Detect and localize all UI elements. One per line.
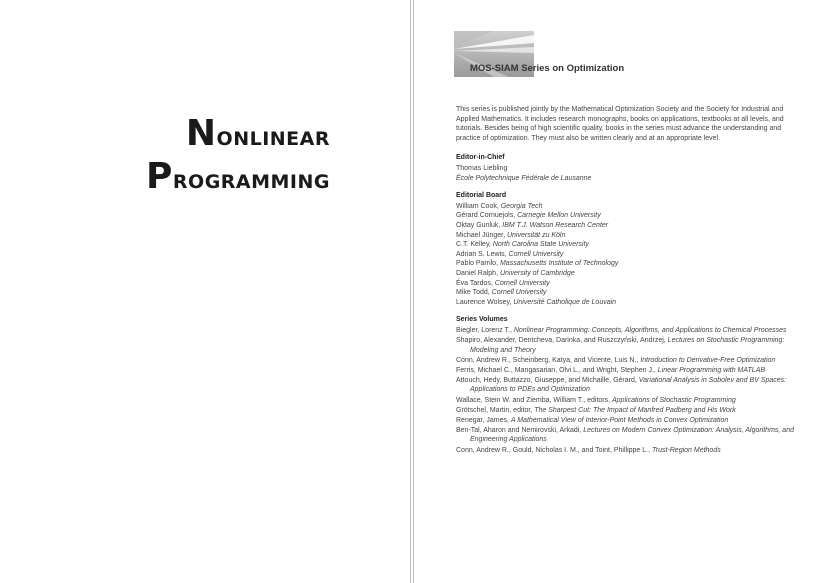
volume-entry [456, 416, 801, 426]
member-name: Pablo Parrilo, [456, 260, 500, 268]
member-name: Gérard Cornuejols, [456, 212, 518, 220]
volume-entry [456, 336, 801, 355]
volume-authors: Ferris, Michael C., Mangasarian, Olvi L., and Wright, Stephen J., [456, 366, 658, 374]
member-name: Laurence Wolsey, [456, 298, 514, 306]
member-name: C.T. Kelley, [456, 241, 493, 249]
member-affiliation: Massachusetts Institute of Technology [499, 260, 619, 268]
volume-title: Nonlinear Programming: Concepts, Algorithms, and Applications to Chemical Processes [513, 326, 787, 334]
editorial-board-section [456, 191, 801, 307]
volume-title: Trust-Region Methods [651, 446, 721, 454]
member-affiliation: Cornell University [491, 289, 547, 297]
member-affiliation: Universität zu Köln [506, 231, 566, 239]
board-member [456, 288, 801, 298]
volume-authors: Attouch, Hedy, Buttazzo, Giuseppe, and Michaille, Gérard, [456, 376, 639, 384]
board-member [456, 240, 801, 250]
volume-entry [456, 406, 801, 416]
volume-entry [456, 326, 801, 336]
member-name: William Cook, [456, 202, 501, 210]
board-member [456, 250, 801, 260]
volume-authors: Renegar, James, [456, 416, 511, 424]
member-name: Michael Jünger, [456, 231, 507, 239]
editor-in-chief-name: Thomas Liebling [456, 164, 508, 172]
member-affiliation: University of Cambridge [499, 269, 575, 277]
member-name: Daniel Ralph, [456, 269, 500, 277]
board-member [456, 211, 801, 221]
editorial-board-heading: Editorial Board [456, 192, 507, 200]
left-page [0, 0, 410, 583]
right-page [414, 0, 825, 583]
member-name: Oktay Gunluk, [456, 221, 503, 229]
volume-entry [456, 376, 801, 395]
editor-in-chief-heading: Editor-in-Chief [456, 154, 505, 162]
volume-entry [456, 446, 801, 456]
volume-title: A Mathematical View of Interior-Point Methods in Convex Optimization [510, 416, 729, 424]
editor-in-chief-section [456, 153, 801, 183]
volume-entry [456, 366, 801, 376]
member-name: Éva Tardos, [456, 279, 495, 287]
title-line-2: Programming [146, 156, 330, 197]
board-member [456, 221, 801, 231]
volume-authors: Ben-Tal, Aharon and Nemirovski, Arkadi, [456, 426, 584, 434]
board-member [456, 259, 801, 269]
volume-authors: Shapiro, Alexander, Dentcheva, Darinka, and Ruszczyński, Andrzej, [456, 336, 668, 344]
member-name: Adrian S. Lewis, [456, 250, 509, 258]
volume-authors: Biegler, Lorenz T., [456, 326, 514, 334]
book-title [146, 114, 330, 200]
member-affiliation: Georgia Tech [500, 202, 543, 210]
volume-title: The Sharpest Cut: The Impact of Manfred Padberg and His Work [534, 406, 736, 414]
member-affiliation: North Carolina State University [492, 241, 589, 249]
series-title: MOS-SIAM Series on Optimization [470, 63, 625, 74]
volume-authors: Grötschel, Martin, editor, [456, 406, 535, 414]
volume-title: Variational Analysis in Sobolev and BV Spaces: Applications to PDEs and Optimization [470, 376, 787, 394]
volume-entry [456, 356, 801, 366]
member-affiliation: Carnegie Mellon University [517, 212, 601, 220]
title-line-1: Nonlinear [185, 113, 330, 154]
member-affiliation: IBM T.J. Watson Research Center [502, 221, 609, 229]
board-member [456, 202, 801, 212]
volume-entry [456, 426, 801, 445]
volume-title: Lectures on Modern Convex Optimization: Analysis, Algorithms, and Engineering Applications [470, 426, 794, 444]
member-name: Mike Todd, [456, 289, 492, 297]
volume-entry [456, 396, 801, 406]
series-volumes-heading: Series Volumes [456, 316, 508, 324]
volume-title: Linear Programming with MATLAB [657, 366, 766, 374]
board-member [456, 231, 801, 241]
series-content [456, 105, 801, 463]
member-affiliation: Cornell University [494, 279, 550, 287]
volume-authors: Wallace, Stein W. and Ziemba, William T., editors, [456, 396, 612, 404]
board-member [456, 269, 801, 279]
board-member [456, 279, 801, 289]
board-member [456, 298, 801, 308]
volume-title: Lectures on Stochastic Programming: Modeling and Theory [470, 336, 785, 354]
member-affiliation: Cornell University [508, 250, 564, 258]
volume-authors: Conn, Andrew R., Scheinberg, Katya, and Vicente, Luis N., [456, 356, 641, 364]
editor-in-chief-affiliation: École Polytechnique Fédérale de Lausanne [456, 174, 592, 182]
volume-authors: Conn, Andrew R., Gould, Nicholas I. M., and Toint, Phillippe L., [456, 446, 652, 454]
volume-title: Applications of Stochastic Programming [612, 396, 736, 404]
series-intro: This series is published jointly by the Mathematical Optimization Society and the Society for Industrial and Applied Mathematics. It includes research monographs, books on applications, textbooks at all levels, and tutorials. Besides being of high scientific quality, books in the series must advance the understanding and practice of optimization. They must also be written clearly and at an appropriate level. [456, 106, 784, 142]
member-affiliation: Université Catholique de Louvain [513, 298, 617, 306]
series-volumes-section [456, 315, 801, 455]
volume-title: Introduction to Derivative-Free Optimization [640, 356, 776, 364]
